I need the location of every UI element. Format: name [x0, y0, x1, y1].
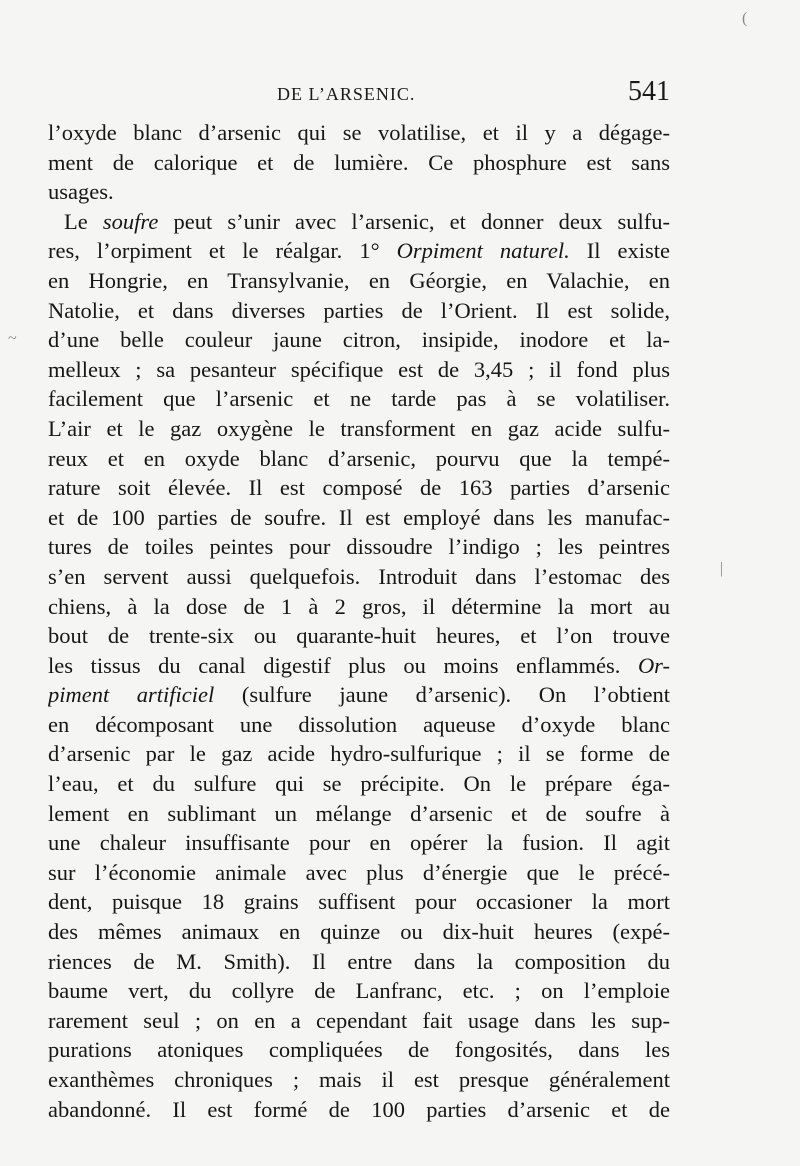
text-line: Natolie, et dans diverses parties de l’Orient. Il est solide,	[48, 297, 670, 323]
text-line: chiens, à la dose de 1 à 2 gros, il détermine la mort au	[48, 593, 670, 619]
margin-mark: |	[720, 560, 724, 577]
text-line: rature soit élevée. Il est composé de 163 parties d’arsenic	[48, 475, 670, 501]
text-line: piment artificiel (sulfure jaune d’arsenic). On l’obtient	[48, 682, 670, 708]
text-line: tures de toiles peintes pour dissoudre l’indigo ; les peintres	[48, 534, 670, 560]
text-line: abandonné. Il est formé de 100 parties d’arsenic et de	[48, 1096, 670, 1122]
text-line: ment de calorique et de lumière. Ce phosphure est sans	[48, 149, 670, 175]
text-line: melleux ; sa pesanteur spécifique est de 3,45 ; il fond plus	[48, 356, 670, 382]
text-line: facilement que l’arsenic et ne tarde pas à se volatiliser.	[48, 386, 670, 412]
text-line: lement en sublimant un mélange d’arsenic et de soufre à	[48, 800, 670, 826]
text-line: Le soufre peut s’unir avec l’arsenic, et donner deux sulfu-	[64, 208, 670, 234]
text-line: L’air et le gaz oxygène le transforment en gaz acide sulfu-	[48, 415, 670, 441]
text-line: une chaleur insuffisante pour en opérer la fusion. Il agit	[48, 830, 670, 856]
text-line: bout de trente-six ou quarante-huit heures, et l’on trouve	[48, 623, 670, 649]
text-line: l’eau, et du sulfure qui se précipite. On le prépare éga-	[48, 771, 670, 797]
text-line: purations atoniques compliquées de fongosités, dans les	[48, 1037, 670, 1063]
margin-mark: ~	[8, 330, 17, 347]
text-line: s’en servent aussi quelquefois. Introduit dans l’estomac des	[48, 563, 670, 589]
text-line: exanthèmes chroniques ; mais il est presque généralement	[48, 1067, 670, 1092]
text-line: les tissus du canal digestif plus ou moins enflammés. Or-	[48, 652, 670, 678]
page-header	[45, 76, 670, 116]
text-line: en Hongrie, en Transylvanie, en Géorgie, en Valachie, en	[48, 267, 670, 293]
text-line: rarement seul ; on en a cependant fait usage dans les sup-	[48, 1007, 670, 1033]
text-line: res, l’orpiment et le réalgar. 1° Orpiment naturel. Il existe	[48, 238, 670, 264]
text-line: l’oxyde blanc d’arsenic qui se volatilise, et il y a dégage-	[48, 120, 670, 145]
text-line: et de 100 parties de soufre. Il est employé dans les manufac-	[48, 504, 670, 530]
text-line: usages.	[48, 179, 114, 205]
body-text	[48, 118, 670, 1124]
text-line: reux et en oxyde blanc d’arsenic, pourvu que la tempé-	[48, 445, 670, 471]
text-line: des mêmes animaux en quinze ou dix-huit heures (expé-	[48, 919, 670, 945]
text-line: en décomposant une dissolution aqueuse d’oxyde blanc	[48, 711, 670, 737]
text-line: d’une belle couleur jaune citron, insipide, inodore et la-	[48, 327, 670, 353]
text-line: riences de M. Smith). Il entre dans la composition du	[48, 948, 670, 974]
page-number: 541	[628, 76, 670, 107]
text-line: d’arsenic par le gaz acide hydro-sulfurique ; il se forme de	[48, 741, 670, 767]
text-line: sur l’économie animale avec plus d’énergie que le précé-	[48, 859, 670, 885]
text-line: dent, puisque 18 grains suffisent pour occasioner la mort	[48, 889, 670, 915]
margin-mark: (	[742, 10, 748, 27]
running-title: DE L’ARSENIC.	[277, 84, 416, 104]
text-line: baume vert, du collyre de Lanfranc, etc. ; on l’emploie	[48, 978, 670, 1004]
